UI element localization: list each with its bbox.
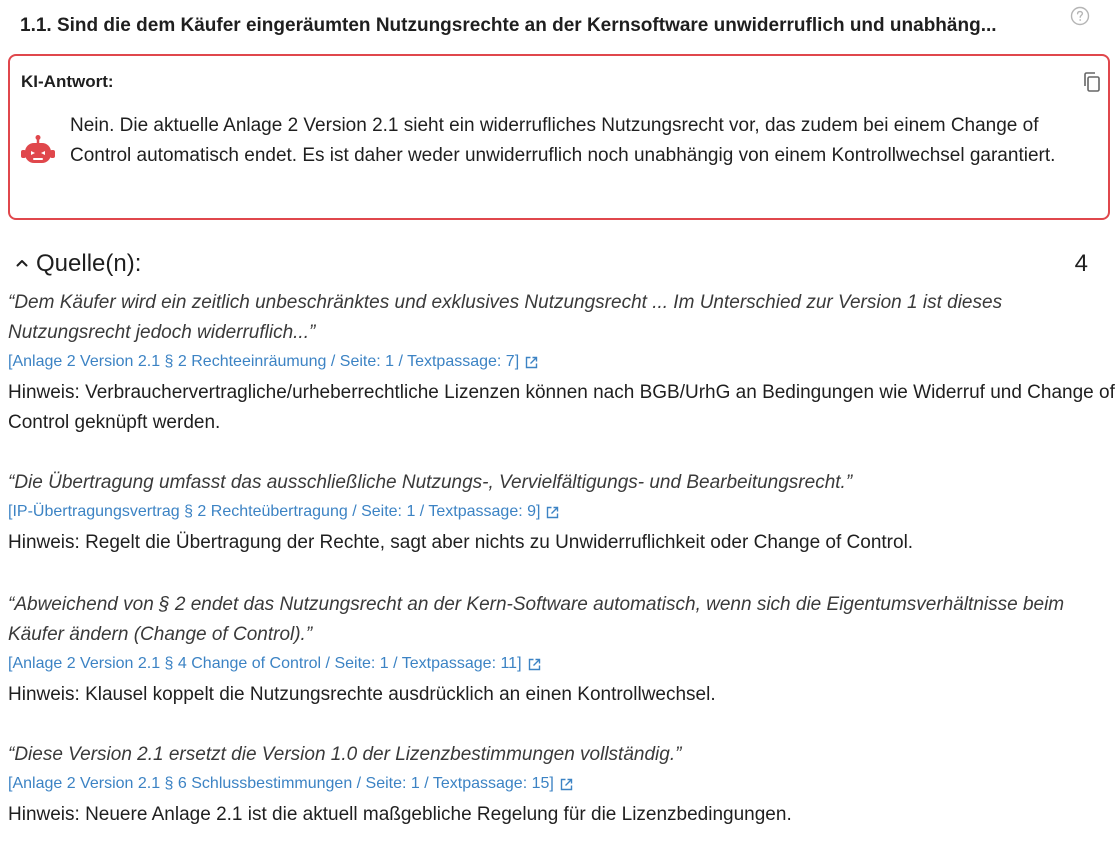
source-item	[8, 740, 1116, 830]
source-note: Hinweis: Klausel koppelt die Nutzungsrechte ausdrücklich an einen Kontrollwechsel.	[8, 684, 716, 705]
sources-count: 4	[1074, 250, 1088, 277]
chevron-up-icon[interactable]	[14, 255, 30, 271]
source-reference-link[interactable]	[8, 650, 541, 678]
source-quote: “Dem Käufer wird ein zeitlich unbeschränktes und exklusives Nutzungsrecht ... Im Unterschied zur Version 1 ist dieses Nutzungsrecht jedoch widerruflich...”	[8, 292, 1003, 343]
external-link-icon[interactable]	[525, 356, 538, 369]
source-reference-link[interactable]	[8, 770, 573, 798]
source-reference-link[interactable]	[8, 348, 538, 376]
source-reference-text[interactable]: [IP-Übertragungsvertrag § 2 Rechteübertragung / Seite: 1 / Textpassage: 9]	[8, 503, 541, 520]
source-quote: “Abweichend von § 2 endet das Nutzungsrecht an der Kern-Software automatisch, wenn sich die Eigentumsverhältnisse beim Käufer ändern (Change of Control).”	[8, 594, 1065, 645]
source-item	[8, 468, 1116, 558]
external-link-icon[interactable]	[528, 658, 541, 671]
ai-answer-label: KI-Antwort:	[21, 72, 114, 91]
source-reference-text[interactable]: [Anlage 2 Version 2.1 § 6 Schlussbestimmungen / Seite: 1 / Textpassage: 15]	[8, 775, 554, 792]
source-reference-link[interactable]	[8, 498, 559, 526]
source-reference-text[interactable]: [Anlage 2 Version 2.1 § 4 Change of Control / Seite: 1 / Textpassage: 11]	[8, 655, 522, 672]
external-link-icon[interactable]	[560, 778, 573, 791]
question-header	[20, 10, 1112, 42]
question-title: 1.1. Sind die dem Käufer eingeräumten Nutzungsrechte an der Kernsoftware unwiderruflich und unabhäng...	[20, 15, 997, 36]
source-note: Hinweis: Verbrauchervertragliche/urheberrechtliche Lizenzen können nach BGB/UrhG an Bedingungen wie Widerruf und Change of Control geknüpft werden.	[8, 382, 1115, 433]
ai-answer-text: Nein. Die aktuelle Anlage 2 Version 2.1 sieht ein widerrufliches Nutzungsrecht vor, das zudem bei einem Change of Control automatisch endet. Es ist daher weder unwiderruflich noch unabhängig von einem Kontrollwechsel garantiert.	[70, 115, 1056, 166]
sources-header[interactable]	[14, 250, 1094, 280]
sources-title: Quelle(n):	[36, 250, 142, 277]
source-reference-text[interactable]: [Anlage 2 Version 2.1 § 2 Rechteeinräumung / Seite: 1 / Textpassage: 7]	[8, 353, 520, 370]
help-circle-icon[interactable]	[1070, 6, 1090, 26]
source-note: Hinweis: Neuere Anlage 2.1 ist die aktuell maßgebliche Regelung für die Lizenzbedingungen.	[8, 804, 792, 825]
source-quote: “Die Übertragung umfasst das ausschließliche Nutzungs-, Vervielfältigungs- und Bearbeitungsrecht.”	[8, 472, 853, 493]
ai-answer-card	[8, 54, 1110, 220]
copy-icon[interactable]	[1082, 71, 1102, 93]
source-quote: “Diese Version 2.1 ersetzt die Version 1.0 der Lizenzbestimmungen vollständig.”	[8, 744, 682, 765]
robot-icon	[20, 134, 56, 170]
external-link-icon[interactable]	[546, 506, 559, 519]
source-note: Hinweis: Regelt die Übertragung der Rechte, sagt aber nichts zu Unwiderruflichkeit oder Change of Control.	[8, 532, 914, 553]
source-item	[8, 288, 1116, 438]
source-item	[8, 590, 1116, 710]
